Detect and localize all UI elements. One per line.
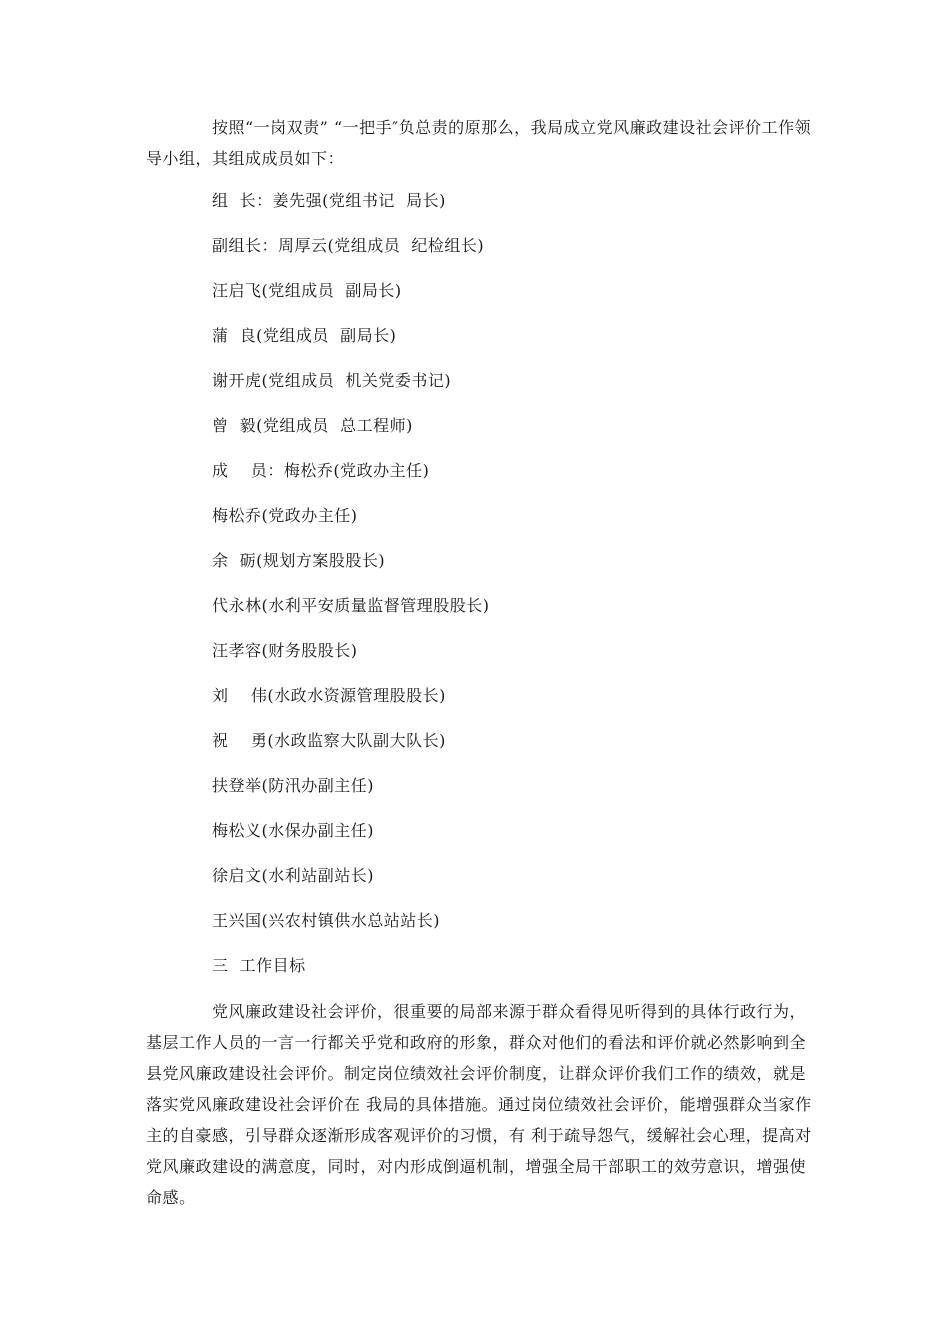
member-line: 谢开虎(党组成员 机关党委书记) bbox=[212, 371, 452, 390]
member-line: 蒲 良(党组成员 副局长) bbox=[212, 326, 397, 345]
member-line: 副组长：周厚云(党组成员 纪检组长) bbox=[212, 236, 485, 255]
intro-paragraph: 按照“一岗双责” “一把手″负总责的原那么，我局成立党风廉政建设社会评价工作领导小组，其组成成员如下： bbox=[146, 118, 812, 168]
member-line: 汪启飞(党组成员 副局长) bbox=[212, 281, 402, 300]
member-line: 刘 伟(水政水资源管理股股长) bbox=[212, 686, 446, 705]
member-line: 汪孝容(财务股股长) bbox=[212, 641, 358, 660]
member-line: 代永林(水利平安质量监督管理股股长) bbox=[212, 596, 490, 615]
member-line: 王兴国(兴农村镇供水总站站长) bbox=[212, 911, 440, 930]
member-line: 梅松义(水保办副主任) bbox=[212, 821, 374, 840]
member-line: 成 员：梅松乔(党政办主任) bbox=[212, 461, 430, 480]
member-line: 祝 勇(水政监察大队副大队长) bbox=[212, 731, 446, 750]
member-line: 余 砺(规划方案股股长) bbox=[212, 551, 386, 570]
member-line: 曾 毅(党组成员 总工程师) bbox=[212, 416, 413, 435]
member-line: 徐启文(水利站副站长) bbox=[212, 866, 374, 885]
member-line: 组 长：姜先强(党组书记 局长) bbox=[212, 191, 446, 210]
section-heading: 三 工作目标 bbox=[212, 956, 306, 975]
goal-paragraph: 党风廉政建设社会评价，很重要的局部来源于群众看得见听得到的具体行政行为，基层工作人员的一言一行都关乎党和政府的形象，群众对他们的看法和评价就必然影响到全县党风廉政建设社会评价。制定岗位绩效社会评价制度，让群众评价我们工作的绩效，就是落实党风廉政建设社会评价在 我局的具体措施。通过岗位绩效社会评价，能增强群众当家作主的自豪感，引导群众逐渐形成客观评价的习惯，有 利于疏导怨气，缓解社会心理，提高对党风廉政建设的满意度，同时，对内形成倒逼机制，增强全局干部职工的效劳意识，增强使命感。 bbox=[146, 1002, 812, 1207]
member-line: 扶登举(防汛办副主任) bbox=[212, 776, 374, 795]
member-line: 梅松乔(党政办主任) bbox=[212, 506, 358, 525]
